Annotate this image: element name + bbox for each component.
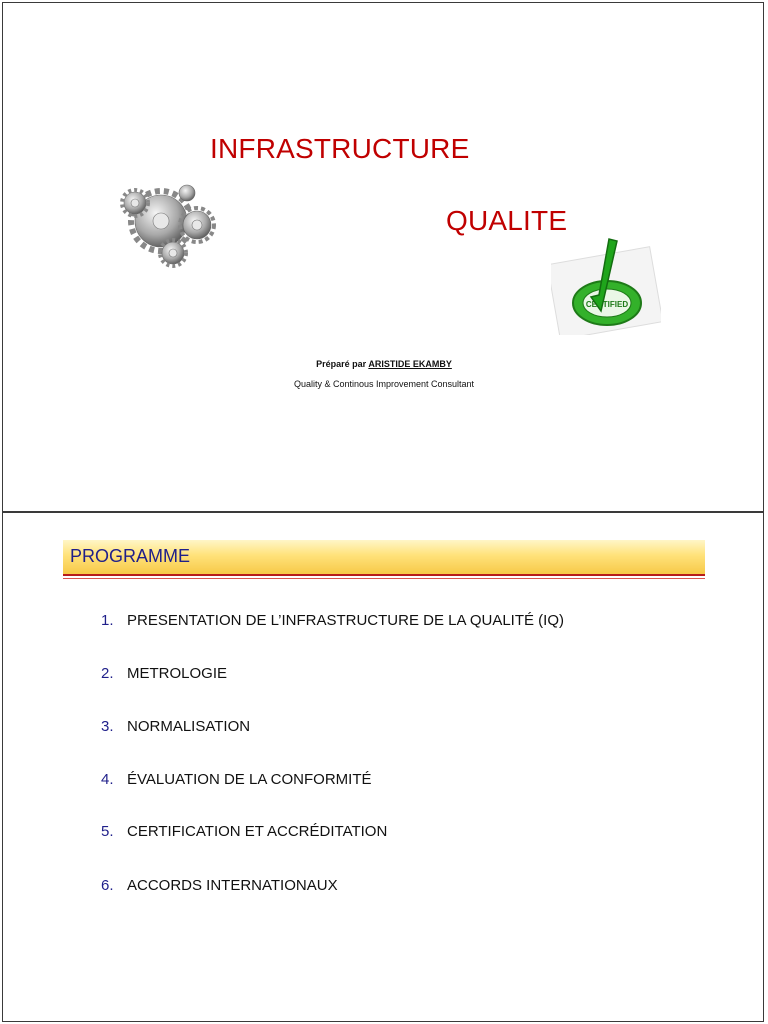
banner-rule-bottom [63, 578, 705, 579]
item-number: 2. [101, 665, 114, 682]
item-label: PRESENTATION DE L’INFRASTRUCTURE DE LA QUALITÉ (IQ) [127, 612, 565, 629]
item-label: ACCORDS INTERNATIONAUX [127, 877, 338, 894]
list-item [101, 823, 387, 840]
item-label: CERTIFICATION ET ACCRÉDITATION [127, 823, 388, 840]
certified-seal-icon [551, 235, 661, 335]
programme-heading: PROGRAMME [70, 546, 191, 566]
list-item [101, 612, 564, 629]
item-number: 5. [101, 823, 114, 840]
heading-banner [63, 540, 705, 574]
list-item [101, 877, 338, 894]
list-item [101, 665, 227, 682]
banner-rule-top [63, 574, 705, 576]
title-line-1: INFRASTRUCTURE [210, 133, 470, 164]
seal-text: CERTIFIED [585, 300, 629, 309]
title-slide [2, 2, 764, 512]
item-label: NORMALISATION [127, 718, 251, 735]
item-number: 3. [101, 718, 114, 735]
author-line [3, 359, 765, 369]
gears-icon [113, 173, 223, 273]
programme-slide [2, 512, 764, 1022]
title-line-2: QUALITE [446, 205, 568, 236]
author-role: Quality & Continous Improvement Consultant [293, 379, 475, 389]
list-item [101, 771, 371, 788]
item-label: METROLOGIE [127, 665, 228, 682]
prepared-label: Préparé par [316, 359, 367, 369]
item-number: 1. [101, 612, 114, 629]
list-item [101, 718, 250, 735]
item-number: 4. [101, 771, 114, 788]
author-name: ARISTIDE EKAMBY [368, 359, 452, 369]
item-number: 6. [101, 877, 114, 894]
item-label: ÉVALUATION DE LA CONFORMITÉ [127, 771, 372, 788]
